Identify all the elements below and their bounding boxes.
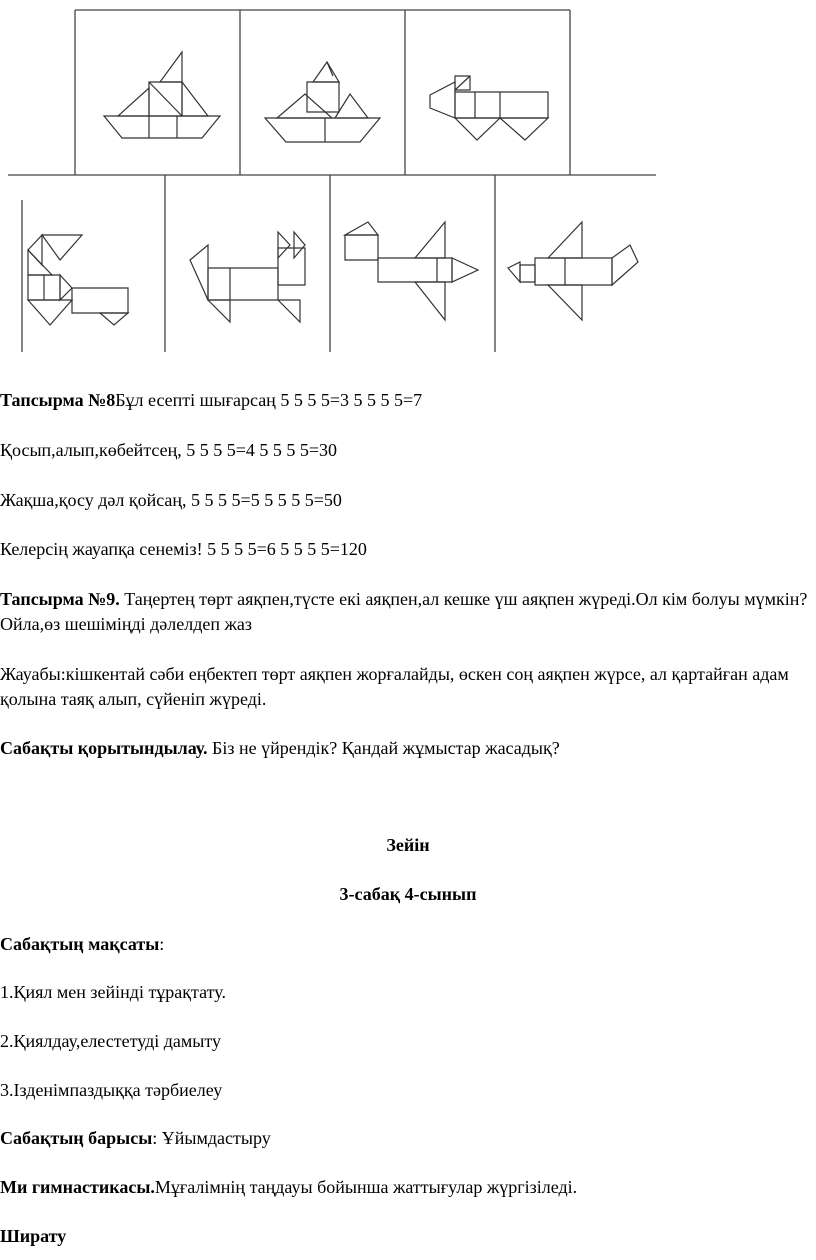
tangram-sailboat <box>104 52 220 138</box>
lesson-title: Зейін <box>386 835 430 855</box>
gym-paragraph <box>0 1175 810 1200</box>
summary-label: Сабақты қорытындылау. <box>0 738 208 758</box>
task8-line2: Қосып,алып,көбейтсең, 5 5 5 5=4 5 5 5 5=30 <box>0 440 338 460</box>
tangram-airplane-right <box>508 222 638 320</box>
task8-line3: Жақша,қосу дәл қойсаң, 5 5 5 5=5 5 5 5 5=50 <box>0 490 342 510</box>
task9-label: Тапсырма №9. <box>0 589 120 609</box>
goal-item-3: 3.Ізденімпаздыққа тәрбиелеу <box>0 1080 223 1100</box>
tangram-airplane-left <box>345 222 478 320</box>
tangram-boat <box>265 62 380 142</box>
tangram-truck <box>430 76 548 140</box>
goals-heading: Сабақтың мақсаты: <box>0 934 165 954</box>
lesson-subtitle: 3-сабақ 4-сынып <box>339 884 477 904</box>
summary-text: Біз не үйрендік? Қандай жұмыстар жасадық? <box>207 738 560 758</box>
last-heading: Ширату <box>0 1226 67 1246</box>
task8-line4: Келерсің жауапқа сенеміз! 5 5 5 5=6 5 5 5 5=120 <box>0 539 367 559</box>
task8-line1 <box>0 388 810 413</box>
process-paragraph <box>0 1126 810 1151</box>
summary-paragraph <box>0 736 810 761</box>
task8-label: Тапсырма №8 <box>0 390 116 410</box>
tangram-dog <box>190 232 305 322</box>
tangram-figures-table <box>0 0 816 360</box>
task9-text: Таңертең төрт аяқпен,түсте екі аяқпен,ал кешке үш аяқпен жүреді.Ол кім болуы мүмкін? Ойла,өз шешіміңді дәлелдеп жаз <box>0 589 808 634</box>
tangram-swan <box>28 235 128 325</box>
gym-label: Ми гимнастикасы. <box>0 1177 155 1197</box>
goal-item-2: 2.Қиялдау,елестетуді дамыту <box>0 1031 222 1051</box>
task9-answer: Жауабы:кішкентай сәби еңбектеп төрт аяқпен жорғалайды, өскен соң аяқпен жүрсе, ал қартайған адам қолына таяқ алып, сүйеніп жүреді. <box>0 664 789 709</box>
process-label: Сабақтың барысы <box>0 1128 153 1148</box>
process-text: : Ұйымдастыру <box>152 1128 271 1148</box>
task9-question <box>0 587 810 637</box>
task8-line1-text: Бұл есепті шығарсаң 5 5 5 5=3 5 5 5 5=7 <box>115 390 423 410</box>
goals-label: Сабақтың мақсаты <box>0 934 160 954</box>
gym-text: Мұғалімнің таңдауы бойынша жаттығулар жүргізіледі. <box>154 1177 578 1197</box>
goal-item-1: 1.Қиял мен зейінді тұрақтату. <box>0 982 226 1002</box>
